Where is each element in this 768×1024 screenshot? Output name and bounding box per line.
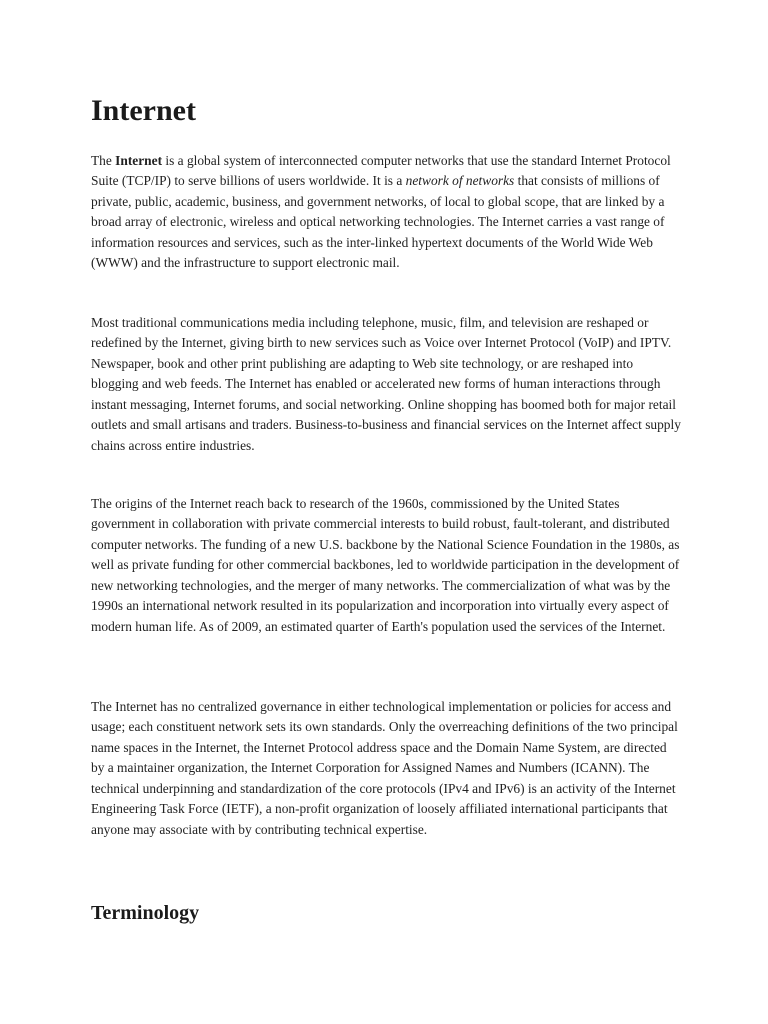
page-title: Internet	[91, 94, 196, 127]
section-heading-terminology: Terminology	[91, 902, 200, 924]
body-paragraph-governance: The Internet has no centralized governance in either technological implementation or policies for access and usage; each constituent network sets its own standards. Only the overreaching definitions of the two principal name spaces in the Internet, the Internet Protocol address space and the Domain Name System, are directed by a maintainer organization, the Internet Corporation for Assigned Names and Numbers (ICANN). The technical underpinning and standardization of the core protocols (IPv4 and IPv6) is an activity of the Internet Engineering Task Force (IETF), a non-profit organization of loosely affiliated international participants that anyone may associate with by contributing technical expertise.	[91, 699, 678, 837]
intro-text-2: that consists of millions of private, public, academic, business, and government networks, of local to global scope, that are linked by a broad array of electronic, wireless and optical networking technologies. The Internet carries a vast range of information resources and services, such as the inter-linked hypertext documents of the World Wide Web (WWW) and the infrastructure to support electronic mail.	[91, 173, 665, 271]
intro-emphasis: network of networks	[405, 173, 515, 189]
intro-paragraph	[91, 151, 683, 274]
intro-lead: The	[91, 153, 116, 168]
body-paragraph-media: Most traditional communications media including telephone, music, film, and television are reshaped or redefined by the Internet, giving birth to new services such as Voice over Internet Protocol (VoIP) and IPTV. Newspaper, book and other print publishing are adapting to Web site technology, or are reshaped into blogging and web feeds. The Internet has enabled or accelerated new forms of human interactions through instant messaging, Internet forums, and social networking. Online shopping has boomed both for major retail outlets and small artisans and traders. Business-to-business and financial services on the Internet affect supply chains across entire industries.	[91, 315, 681, 453]
body-paragraph-origins: The origins of the Internet reach back to research of the 1960s, commissioned by the United States government in collaboration with private commercial interests to build robust, fault-tolerant, and distributed computer networks. The funding of a new U.S. backbone by the National Science Foundation in the 1980s, as well as private funding for other commercial backbones, led to worldwide participation in the development of new networking technologies, and the merger of many networks. The commercialization of what was by the 1990s an international network resulted in its popularization and incorporation into virtually every aspect of modern human life. As of 2009, an estimated quarter of Earth's population used the services of the Internet.	[91, 496, 680, 634]
intro-text-1: is a global system of interconnected computer networks that use the standard Internet Protocol Suite (TCP/IP) to serve billions of users worldwide. It is a	[91, 153, 671, 189]
intro-term: Internet	[115, 153, 163, 168]
